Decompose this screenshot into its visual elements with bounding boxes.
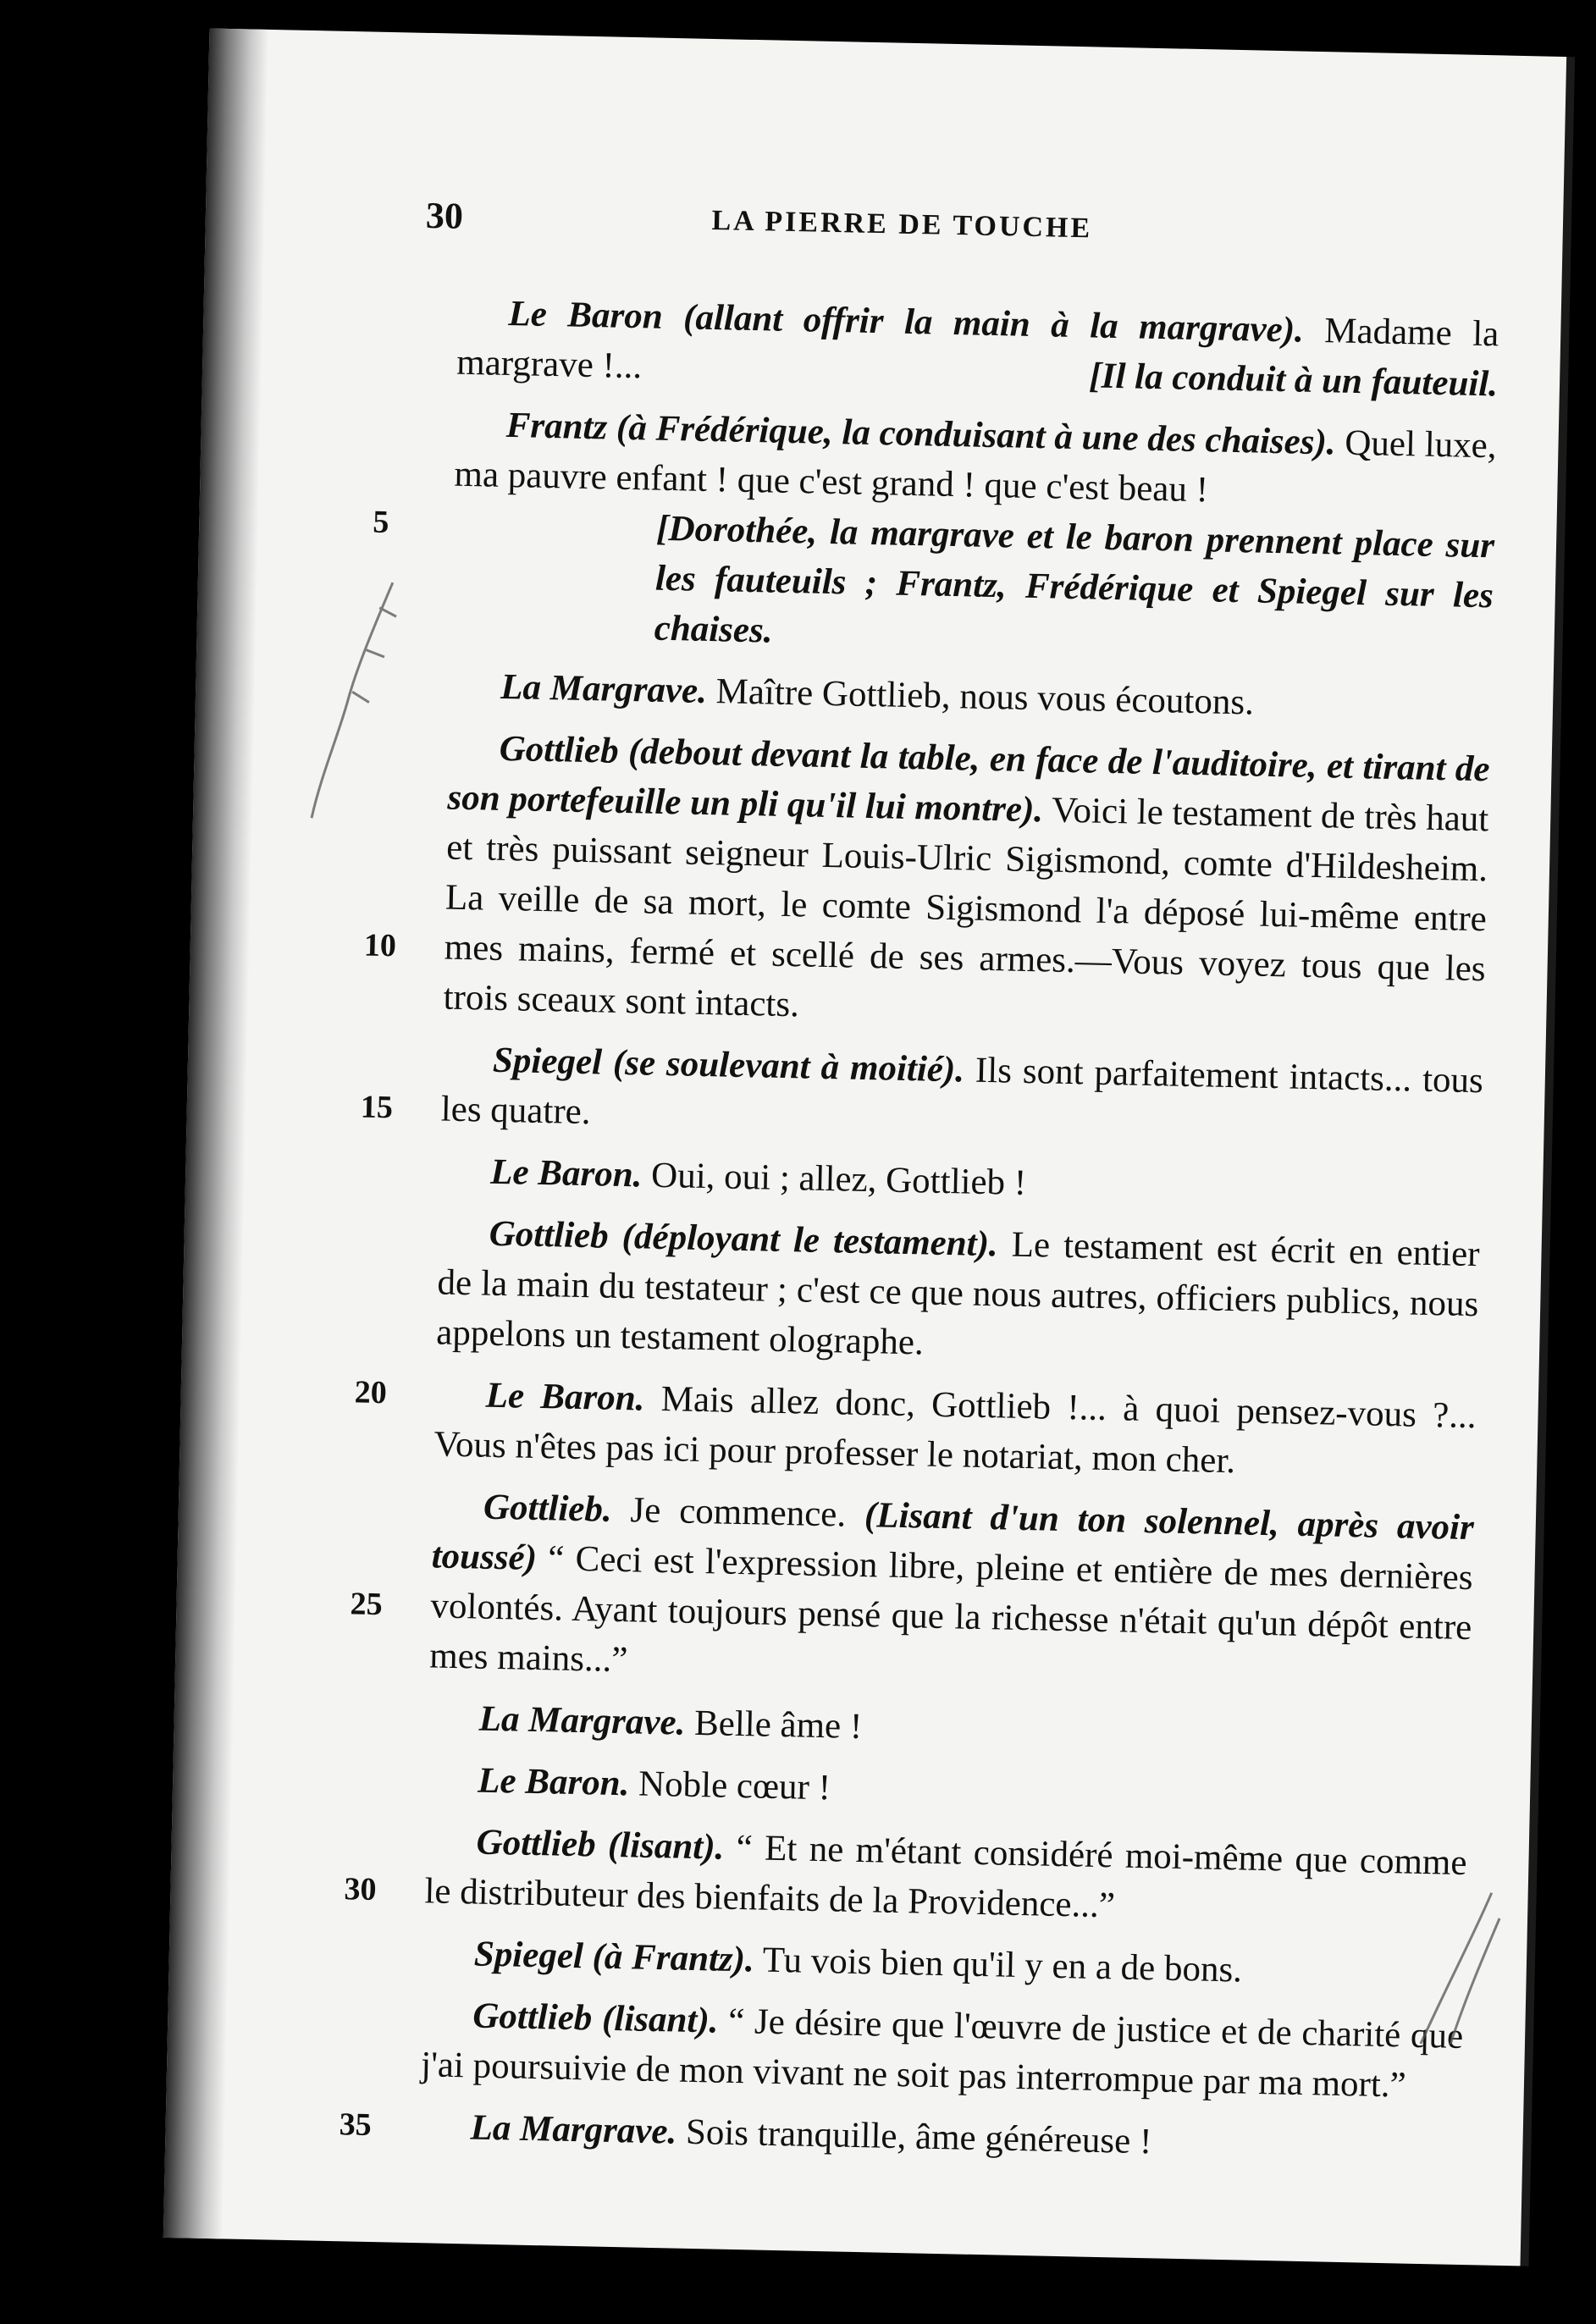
speech-text: “ Ceci est l'expression libre, pleine et entière de mes dernières volontés. Ayant toujours pensé que la richesse n'était qu'un dépôt entre mes mains...” xyxy=(428,1538,1474,1681)
stage-direction: (lisant). xyxy=(601,1998,719,2041)
speaker-name: Gottlieb. xyxy=(483,1487,613,1530)
speech-gottlieb-4 xyxy=(344,1816,1467,1938)
speaker-name: Le Baron. xyxy=(489,1151,643,1195)
speech-text: Belle âme ! xyxy=(693,1703,863,1747)
speaker-name: Gottlieb xyxy=(489,1213,610,1256)
speech-baron-2 xyxy=(439,1145,1482,1217)
speaker-name: Gottlieb xyxy=(476,1822,597,1865)
stage-direction: (à Frantz). xyxy=(592,1936,755,1980)
line-number: 20 xyxy=(354,1374,388,1411)
speaker-name: Le Baron. xyxy=(485,1375,645,1419)
stage-direction: (Lisant d'un ton solennel, après avoir toussé) xyxy=(431,1495,1475,1578)
speaker-name: La Margrave. xyxy=(478,1698,686,1743)
handwritten-annotation xyxy=(1370,1882,1509,2054)
play-text xyxy=(339,288,1499,2185)
speech-text: Le testament est écrit en entier de la main du testateur ; c'est ce que nous autres, officiers publics, nous appelons un testament olographe. xyxy=(435,1224,1481,1363)
speech-gottlieb-3 xyxy=(350,1481,1475,1703)
stage-direction: (se soulevant à moitié). xyxy=(612,1042,965,1090)
speaker-name: Gottlieb xyxy=(499,728,620,771)
line-number: 5 xyxy=(372,504,389,541)
stage-direction: [Dorothée, la margrave et le baron prennent place sur les fauteuils ; Frantz, Frédérique et Spiegel sur les chaises. xyxy=(654,508,1495,651)
book-page xyxy=(163,28,1568,2266)
running-title: LA PIERRE DE TOUCHE xyxy=(711,204,1093,245)
line-number: 25 xyxy=(350,1586,384,1623)
stage-direction: (déployant le testament). xyxy=(621,1217,999,1265)
speech-text: Ils sont parfaitement intacts... tous les quatre. xyxy=(440,1050,1484,1133)
speaker-name: Spiegel xyxy=(492,1040,603,1083)
speech-margrave-1 xyxy=(450,661,1492,733)
line-number: 30 xyxy=(344,1871,377,1908)
stage-direction: (à Frédérique, la conduisant à une des chaises). xyxy=(616,407,1337,463)
line-number: 35 xyxy=(339,2106,373,2144)
handwritten-annotation xyxy=(295,572,418,829)
line-number: 15 xyxy=(360,1089,394,1126)
speech-text: Noble cœur ! xyxy=(638,1764,831,1808)
speaker-name: La Margrave. xyxy=(500,666,708,711)
speech-text: Tu vois bien qu'il y en a de bons. xyxy=(762,1940,1243,1990)
speaker-name: Spiegel xyxy=(473,1934,584,1977)
speech-text: Mais allez donc, Gottlieb !... à quoi pensez-vous ?... Vous n'êtes pas ici pour professer le notariat, mon cher. xyxy=(434,1379,1477,1482)
page-header xyxy=(425,194,1378,265)
speech-gottlieb-2 xyxy=(436,1207,1480,1379)
speaker-name: La Margrave. xyxy=(470,2107,677,2152)
stage-direction: (debout devant la table, en face de l'auditoire, et tirant de son portefeuille un pli qu'il lui montre). xyxy=(447,731,1491,831)
page-edge xyxy=(1520,57,1575,2266)
speech-gottlieb-5 xyxy=(421,1990,1464,2111)
speech-frantz-1 xyxy=(372,400,1498,671)
speaker-name: Frantz xyxy=(505,405,608,448)
speech-baron-1 xyxy=(456,288,1499,410)
speaker-name: Le Baron xyxy=(508,293,664,337)
speech-margrave-2 xyxy=(428,1692,1470,1764)
speaker-name: Le Baron. xyxy=(477,1760,630,1804)
speaker-name: Gottlieb xyxy=(472,1996,593,2039)
speech-text: Maître Gottlieb, nous vous écoutons. xyxy=(715,671,1255,723)
speech-text: “ Et ne m'étant considéré moi-même que comme le distributeur des bienfaits de la Providence...” xyxy=(423,1827,1467,1926)
speech-text: “ Je désire que l'œuvre de justice et de charité que j'ai poursuivie de mon vivant ne soit pas interrompue par ma mort.” xyxy=(420,2001,1464,2106)
speech-baron-4 xyxy=(427,1754,1469,1826)
line-number: 10 xyxy=(363,927,397,964)
stage-direction: (lisant). xyxy=(607,1824,725,1868)
speech-margrave-3 xyxy=(339,2101,1461,2173)
speech-spiegel-2 xyxy=(422,1928,1465,2000)
speech-spiegel-1 xyxy=(360,1035,1484,1156)
stage-direction: [Il la conduit à un fauteuil. xyxy=(1088,356,1499,405)
book-spine-shadow xyxy=(163,28,269,2238)
speech-text: Quel luxe, ma pauvre enfant ! que c'est grand ! que c'est beau ! xyxy=(454,422,1498,511)
page-number: 30 xyxy=(425,194,464,237)
speech-text: Voici le testament de très haut et très puissant seigneur Louis-Ulric Sigismond, comte d'Hildesheim. La veille de sa mort, le comte Sigismond l'a déposé lui-même entre mes mains, fermé et scellé de ses armes.—Vous voyez tous que les trois sceaux sont intacts. xyxy=(443,790,1489,1025)
speech-baron-3 xyxy=(354,1369,1477,1491)
stage-direction: (allant offrir la main à la margrave). xyxy=(682,297,1305,351)
speech-gottlieb-1 xyxy=(363,723,1491,1045)
speech-text: Sois tranquille, âme généreuse ! xyxy=(685,2111,1152,2162)
speech-text: Madame la margrave !... xyxy=(456,311,1499,387)
speech-text: Je commence. xyxy=(630,1490,847,1535)
speech-text: Oui, oui ; allez, Gottlieb ! xyxy=(650,1155,1027,1203)
